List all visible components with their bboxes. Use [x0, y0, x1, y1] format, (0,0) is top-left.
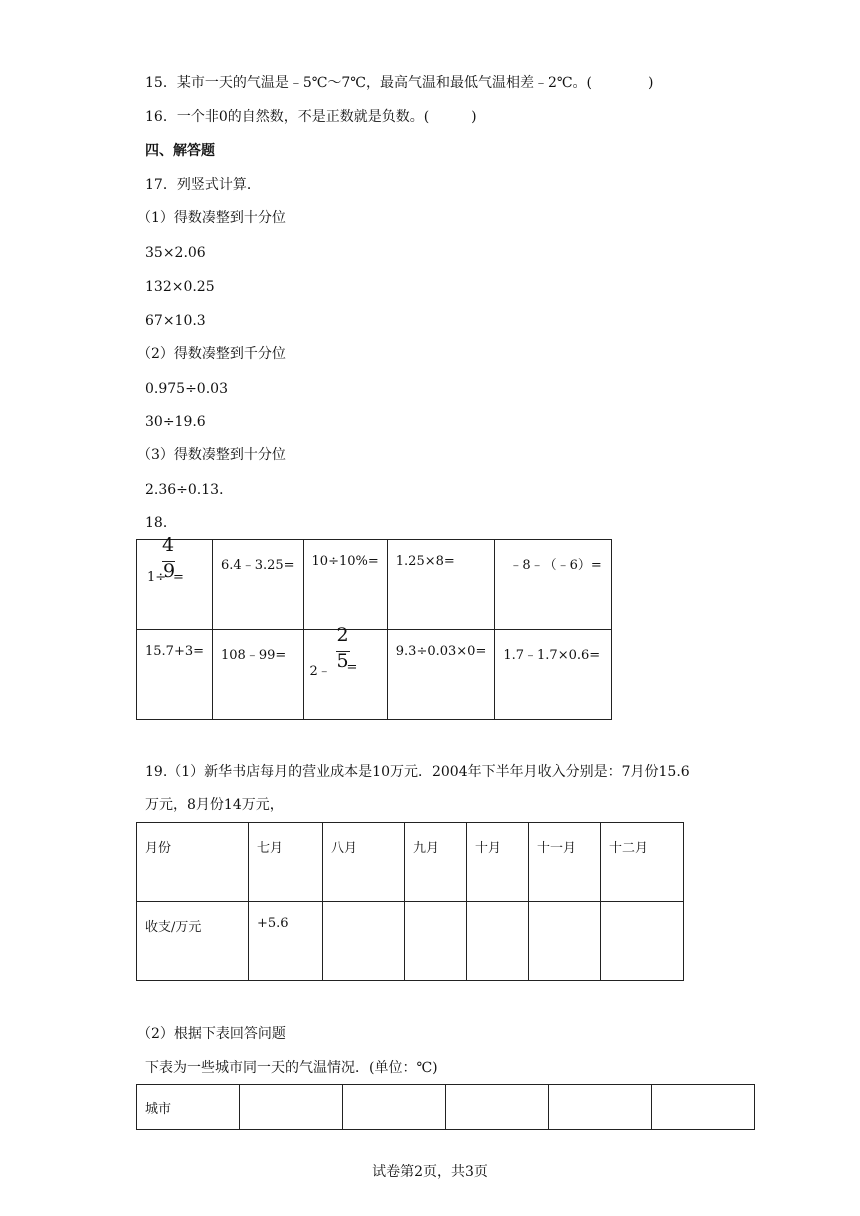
table-cell: [652, 1085, 755, 1130]
table-cell: [529, 902, 601, 981]
fraction-expression: [304, 624, 364, 690]
revenue-table: [136, 822, 684, 981]
question-18: 18．: [145, 515, 177, 531]
table-header-cell: 月份: [137, 823, 249, 902]
question-19-part2-desc: 下表为一些城市同一天的气温情况．(单位：℃): [145, 1060, 438, 1076]
question-19-line2: 万元，8月份14万元，: [145, 797, 284, 813]
table-cell: [467, 902, 529, 981]
table-cell: ﹣8﹣（﹣6）=: [495, 540, 612, 630]
question-16: 16．一个非0的自然数，不是正数就是负数。( ): [145, 109, 477, 125]
table-cell: [405, 902, 467, 981]
question-17-part2: （2）得数凑整到千分位: [137, 346, 286, 362]
table-cell: [343, 1085, 446, 1130]
calc-item: 30÷19.6: [145, 414, 206, 430]
table-row: [137, 630, 612, 720]
fraction-suffix: =: [173, 570, 184, 585]
calc-item: 132×0.25: [145, 279, 215, 295]
table-header-cell: 七月: [249, 823, 323, 902]
table-cell: 10÷10%=: [303, 540, 387, 630]
fraction-denominator: 9: [163, 560, 176, 582]
page-footer: 试卷第2页，共3页: [372, 1164, 488, 1180]
table-cell: [601, 902, 684, 981]
fraction-denominator: 5: [336, 650, 349, 672]
fraction-prefix: 2﹣: [309, 664, 331, 679]
table-cell: 1.7﹣1.7×0.6=: [495, 630, 612, 720]
table-cell: 城市: [137, 1085, 240, 1130]
table-header-cell: 十月: [467, 823, 529, 902]
table-cell: +5.6: [249, 902, 323, 981]
question-19-part2: （2）根据下表回答问题: [137, 1026, 286, 1042]
mental-math-table: [136, 534, 612, 720]
table-header-cell: 十一月: [529, 823, 601, 902]
table-row: [137, 1085, 755, 1130]
table-cell: 108﹣99=: [213, 630, 304, 720]
calc-item: 67×10.3: [145, 313, 206, 329]
fraction-expression: [137, 534, 197, 600]
fraction-prefix: 1÷: [147, 570, 167, 585]
fraction-suffix: =: [346, 660, 358, 675]
calc-item: 2.36÷0.13．: [145, 482, 234, 498]
table-cell: 9.3÷0.03×0=: [387, 630, 495, 720]
question-19-line1: 19.（1）新华书店每月的营业成本是10万元．2004年下半年月收入分别是：7月份15.6: [145, 764, 690, 780]
fraction-numerator: 2: [336, 624, 349, 646]
question-15: 15．某市一天的气温是﹣5℃～7℃，最高气温和最低气温相差﹣2℃。( ): [145, 75, 654, 91]
city-temperature-table: [136, 1084, 755, 1130]
table-header-cell: 九月: [405, 823, 467, 902]
table-header-cell: 八月: [323, 823, 405, 902]
table-cell: [303, 624, 387, 720]
question-17-part3: （3）得数凑整到十分位: [137, 447, 286, 463]
calc-item: 35×2.06: [145, 245, 206, 261]
table-cell: 收支/万元: [137, 902, 249, 981]
table-header-cell: 十二月: [601, 823, 684, 902]
question-17-part1: （1）得数凑整到十分位: [137, 210, 286, 226]
table-cell: [240, 1085, 343, 1130]
table-cell: [137, 534, 213, 630]
question-17: 17．列竖式计算．: [145, 177, 261, 193]
table-cell: 6.4﹣3.25=: [213, 540, 304, 630]
fraction-numerator: 4: [162, 534, 175, 556]
table-cell: [323, 902, 405, 981]
table-row: [137, 902, 684, 981]
table-cell: [446, 1085, 549, 1130]
calc-item: 0.975÷0.03: [145, 381, 228, 397]
table-cell: [549, 1085, 652, 1130]
section-heading-solve: 四、解答题: [145, 143, 215, 159]
table-cell: 15.7+3=: [137, 630, 213, 720]
table-row: [137, 540, 612, 630]
table-header-row: [137, 823, 684, 902]
table-cell: 1.25×8=: [387, 540, 495, 630]
